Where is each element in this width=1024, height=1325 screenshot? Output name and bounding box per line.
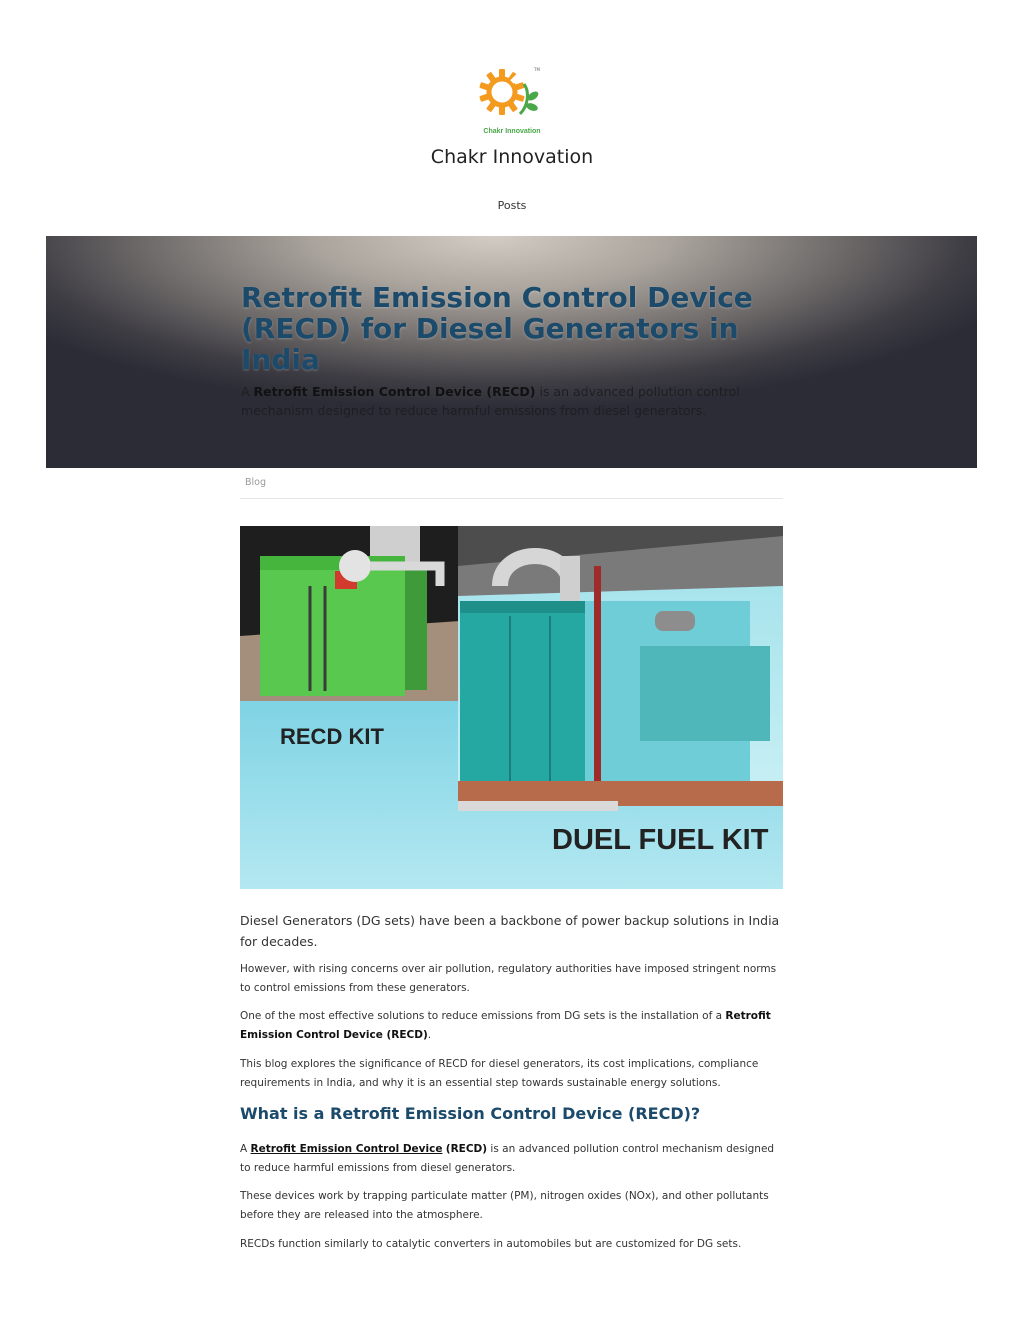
svg-text:TM: TM <box>534 67 540 72</box>
article-paragraph-5: A Retrofit Emission Control Device (RECD) is an advanced pollution control mechanism designed to reduce harmful emissions from diesel generators. <box>240 1143 775 1174</box>
featured-image <box>240 526 783 889</box>
article-paragraph-2: However, with rising concerns over air pollution, regulatory authorities have imposed stringent norms to control emissions from these generators. <box>240 963 777 994</box>
sun-gear-icon <box>476 62 548 128</box>
site-logo[interactable] <box>476 62 548 138</box>
nav-posts-link[interactable]: Posts <box>497 199 527 212</box>
recd-link[interactable]: Retrofit Emission Control Device <box>250 1143 443 1155</box>
breadcrumb-blog[interactable]: Blog <box>245 477 266 488</box>
article-paragraph-7: RECDs function similarly to catalytic converters in automobiles but are customized for DG sets. <box>240 1238 742 1250</box>
image-label-dual-fuel: DUEL FUEL KIT <box>552 824 769 856</box>
article-paragraph-1: Diesel Generators (DG sets) have been a backbone of power backup solutions in India for decades. <box>240 913 780 949</box>
hero-banner <box>46 236 977 468</box>
divider <box>240 498 783 499</box>
article-paragraph-3: One of the most effective solutions to reduce emissions from DG sets is the installation of a Retrofit Emission Control Device (RECD). <box>240 1010 771 1041</box>
hero-description: A Retrofit Emission Control Device (RECD) is an advanced pollution control mechanism designed to reduce harmful emissions from diesel generators. <box>241 384 740 418</box>
site-title[interactable]: Chakr Innovation <box>430 146 594 168</box>
article-paragraph-6: These devices work by trapping particulate matter (PM), nitrogen oxides (NOx), and other pollutants before they are released into the atmosphere. <box>240 1190 769 1221</box>
image-label-recd: RECD KIT <box>280 724 384 749</box>
logo-wordmark: Chakr Innovation <box>483 128 541 135</box>
section-heading: What is a Retrofit Emission Control Device (RECD)? <box>240 1104 701 1123</box>
hero-title: Retrofit Emission Control Device (RECD) for Diesel Generators in India <box>241 281 753 376</box>
article-paragraph-4: This blog explores the significance of RECD for diesel generators, its cost implications, compliance requirements in India, and why it is an essential step towards sustainable energy solutions. <box>240 1058 759 1089</box>
